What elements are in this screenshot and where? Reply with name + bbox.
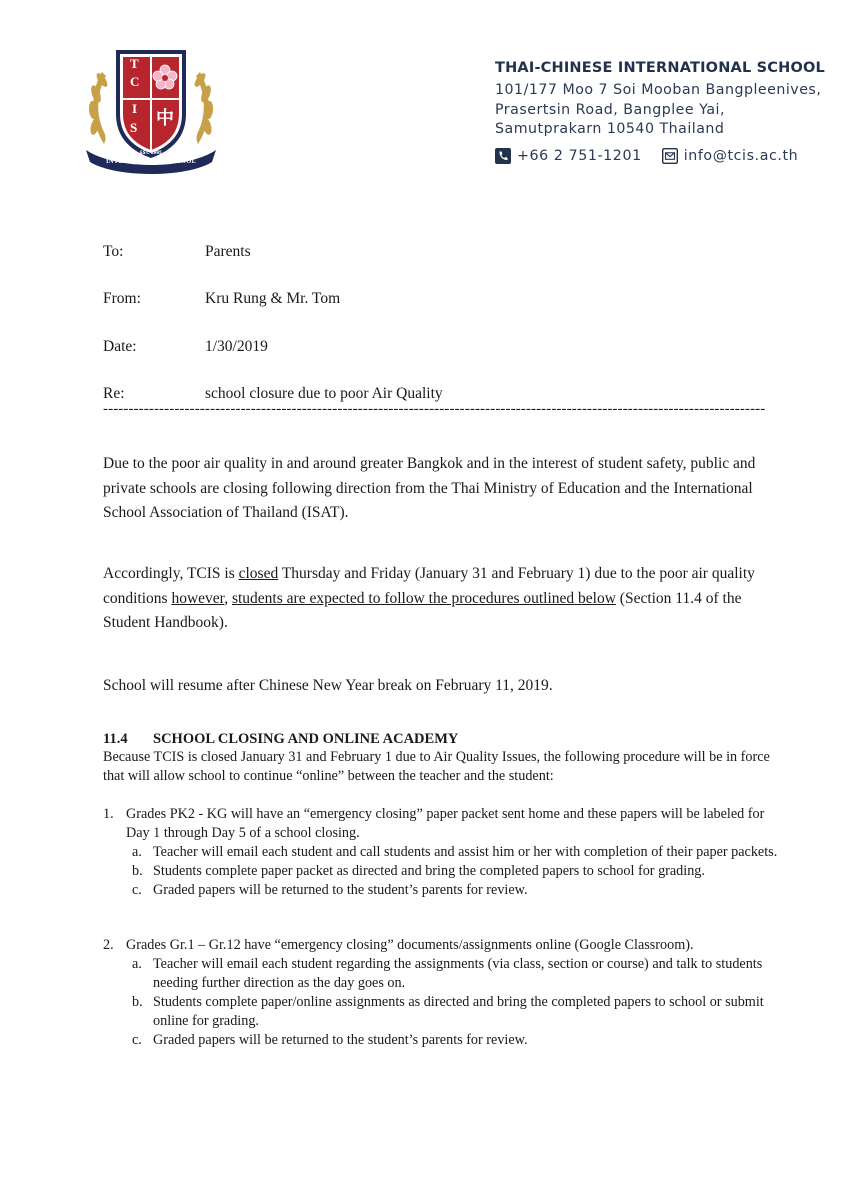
section-number: 11.4 — [103, 731, 128, 747]
sub-letter: c. — [132, 882, 142, 898]
phone-icon — [495, 148, 511, 164]
address-line-2: Prasertsin Road, Bangplee Yai, — [495, 101, 725, 118]
p2-part-b: Thursday and Friday (January 31 and February 1) due to the poor air quality conditions — [103, 565, 755, 607]
logo-letter-i: I — [132, 101, 138, 116]
logo-ribbon-text: INTERNATIONAL SCHOOL — [106, 158, 197, 165]
to-label: To: — [103, 243, 124, 260]
item-1-sub-a — [103, 843, 783, 862]
section-intro: Because TCIS is closed January 31 and February 1 due to Air Quality Issues, the following procedure will be in force that will allow school to continue “online” between the teacher and the student: — [103, 749, 770, 784]
sub-text: Students complete paper/online assignments as directed and bring the completed papers to school or submit online for grading. — [153, 994, 764, 1029]
paragraph-2 — [103, 562, 763, 636]
item-1-main — [103, 805, 783, 843]
mail-icon — [662, 148, 678, 164]
item-1-number: 1. — [103, 806, 114, 822]
from-value: Kru Rung & Mr. Tom — [205, 290, 341, 307]
sub-letter: a. — [132, 844, 142, 860]
re-label: Re: — [103, 385, 125, 402]
sub-text: Students complete paper packet as directed and bring the completed papers to school for grading. — [153, 863, 705, 879]
phone-number[interactable]: +66 2 751-1201 — [517, 147, 642, 164]
contact-row — [495, 148, 825, 164]
divider-line: ---------------------------------------------------------------------------------------------------------------------------------- — [103, 401, 766, 417]
item-1-text: Grades PK2 - KG will have an “emergency closing” paper packet sent home and these papers will be labeled for Day 1 through Day 5 of a school closing. — [126, 806, 765, 841]
p2-however: however — [171, 589, 225, 607]
list-item-2 — [103, 936, 783, 1050]
item-2-number: 2. — [103, 937, 114, 953]
list-item-1 — [103, 805, 783, 900]
p2-closed: closed — [238, 565, 279, 582]
item-2-main — [103, 936, 783, 955]
sub-text: Teacher will email each student and call students and assist him or her with completion of their paper packets. — [153, 844, 778, 860]
logo-text-layer — [80, 44, 222, 186]
sub-text: Graded papers will be returned to the student’s parents for review. — [153, 1032, 528, 1048]
logo-letter-s: S — [130, 120, 138, 135]
sub-text: Teacher will email each student regarding the assignments (via class, section or course) and talk to students needing further direction as the day goes on. — [153, 956, 763, 991]
school-info — [495, 60, 825, 164]
address-line-3: Samutprakarn 10540 Thailand — [495, 121, 725, 137]
to-value: Parents — [205, 243, 251, 260]
date-value: 1/30/2019 — [205, 338, 268, 355]
logo-ribbon — [86, 144, 216, 174]
item-1-sub-c — [103, 881, 783, 900]
sub-letter: c. — [132, 1032, 142, 1048]
item-1-sub-b — [103, 862, 783, 881]
logo-letter-t: T — [130, 56, 139, 71]
p2-part-d: (Section 11.4 of the Student Handbook). — [103, 589, 742, 631]
section-title: SCHOOL CLOSING AND ONLINE ACADEMY — [153, 731, 459, 747]
address-line-1: 101/177 Moo 7 Soi Mooban Bangpleenives, — [495, 82, 822, 98]
logo-est: EST. 1995 — [140, 150, 162, 155]
item-2-text: Grades Gr.1 – Gr.12 have “emergency closing” documents/assignments online (Google Classroom). — [126, 937, 694, 953]
sub-letter: b. — [132, 863, 143, 879]
item-2-sub-b — [103, 993, 783, 1031]
re-value: school closure due to poor Air Quality — [205, 385, 443, 402]
p2-part-c: , — [224, 589, 232, 607]
item-2-sub-c — [103, 1031, 783, 1050]
logo-letter-c: C — [130, 74, 140, 89]
sub-text: Graded papers will be returned to the student’s parents for review. — [153, 882, 528, 898]
from-label: From: — [103, 290, 141, 307]
section-heading — [103, 731, 458, 748]
sub-letter: a. — [132, 956, 142, 972]
paragraph-1: Due to the poor air quality in and around greater Bangkok and in the interest of student safety, public and private schools are closing following direction from the Thai Ministry of Education and the International School Association of Thailand (ISAT). — [103, 455, 756, 521]
school-address — [495, 81, 825, 140]
sub-letter: b. — [132, 994, 143, 1010]
p2-part-a: Accordingly, TCIS is — [103, 565, 239, 582]
date-label: Date: — [103, 338, 137, 355]
school-name: THAI-CHINESE INTERNATIONAL SCHOOL — [495, 60, 825, 76]
p2-procedures: students are expected to follow the procedures outlined below — [231, 589, 616, 607]
email-address[interactable]: info@tcis.ac.th — [683, 147, 799, 164]
item-2-sub-a — [103, 955, 783, 993]
paragraph-3: School will resume after Chinese New Year break on February 11, 2019. — [103, 677, 553, 694]
logo-chinese-char: 中 — [156, 108, 174, 129]
